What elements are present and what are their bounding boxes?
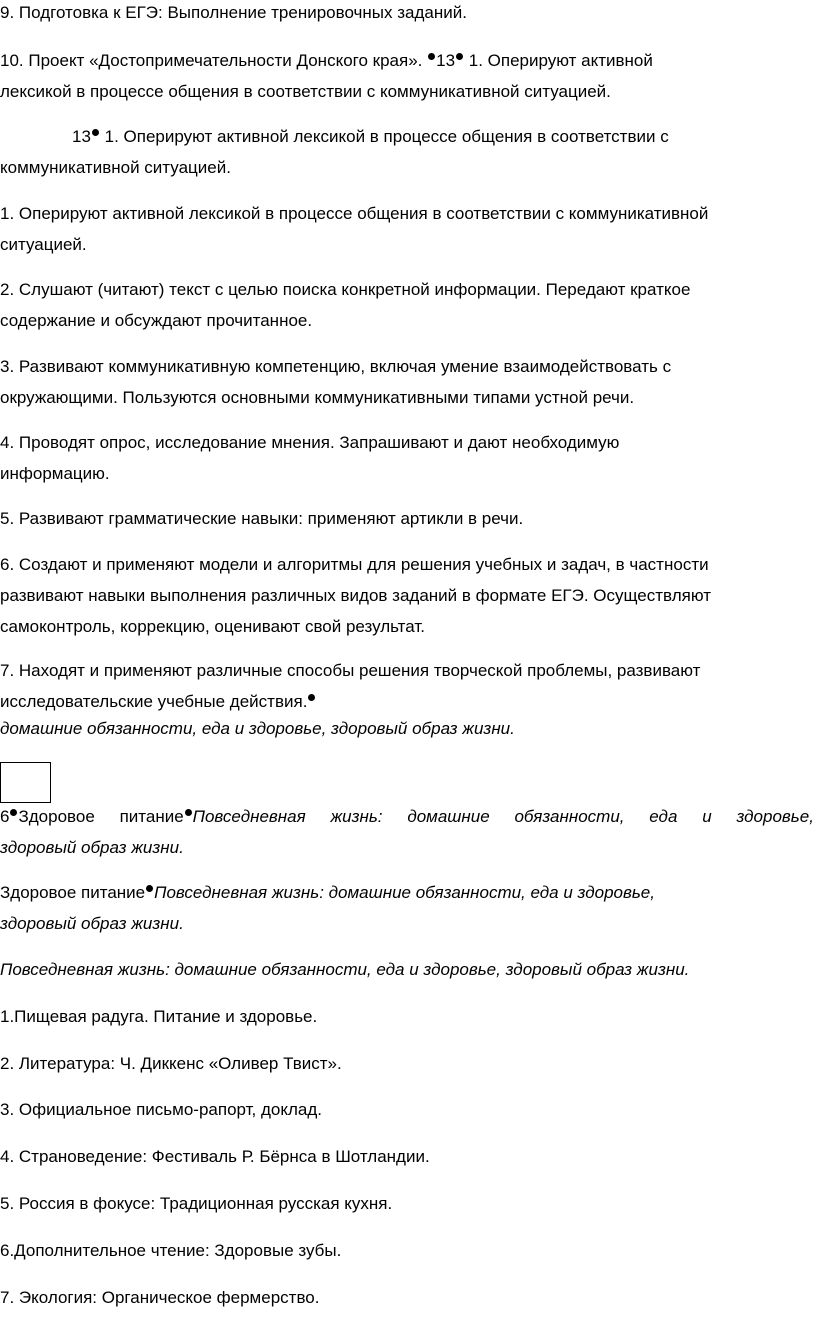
bullet-icon (428, 53, 435, 60)
list-item: 4. Страноведение: Фестиваль Р. Бёрнса в Шотландии. (0, 1147, 430, 1166)
justified-line: 6 Здоровое питание Повседневная жизнь: домашние обязанности, еда и здоровье, (0, 807, 814, 826)
paragraph-healthy-food: Здоровое питание Повседневная жизнь: домашние обязанности, еда и здоровье, здоровый образ жизни. (0, 883, 655, 933)
list-item: 7. Экология: Органическое фермерство. (0, 1288, 320, 1307)
paragraph-creative: 7. Находят и применяют различные способы решения творческой проблемы, развивают исследовательские учебные действия. (0, 661, 701, 711)
paragraph-communicative: 3. Развивают коммуникативную компетенцию, включая умение взаимодействовать с окружающими. Пользуются основными коммуникативными типами устной речи. (0, 357, 672, 407)
bullet-icon (92, 129, 99, 136)
paragraph-daily-life: Повседневная жизнь: домашние обязанности, еда и здоровье, здоровый образ жизни. (0, 960, 690, 979)
paragraph-active-vocab: 1. Оперируют активной лексикой в процессе общения в соответствии с коммуникативной ситуацией. (0, 204, 709, 254)
paragraph-active-vocab-indented: 13 1. Оперируют активной лексикой в процессе общения в соответствии с коммуникативной ситуацией. (0, 127, 669, 177)
list-item: 1.Пищевая радуга. Питание и здоровье. (0, 1007, 318, 1026)
bullet-icon (456, 53, 463, 60)
paragraph-topic-italic: домашние обязанности, еда и здоровье, здоровый образ жизни. (0, 719, 515, 738)
paragraph-project: 10. Проект «Достопримечательности Донского края». 13 1. Оперируют активной лексикой в процессе общения в соответствии с коммуникативной ситуацией. (0, 51, 653, 101)
paragraph-healthy-food-justified: 6 Здоровое питание Повседневная жизнь: домашние обязанности, еда и здоровье, здоровый образ жизни. (0, 801, 814, 863)
empty-table-cell (0, 762, 51, 803)
list-item: 6.Дополнительное чтение: Здоровые зубы. (0, 1241, 342, 1260)
bullet-icon (308, 694, 315, 701)
paragraph-survey: 4. Проводят опрос, исследование мнения. Запрашивают и дают необходимую информацию. (0, 433, 620, 483)
line-ege-prep: 9. Подготовка к ЕГЭ: Выполнение тренировочных заданий. (0, 3, 467, 22)
paragraph-grammar: 5. Развивают грамматические навыки: применяют артикли в речи. (0, 509, 524, 528)
bullet-icon (185, 809, 192, 816)
bullet-icon (10, 809, 17, 816)
paragraph-models: 6. Создают и применяют модели и алгоритмы для решения учебных и задач, в частности развивают навыки выполнения различных видов заданий в формате ЕГЭ. Осуществляют самоконтроль, коррекцию, оценивают свой результат. (0, 555, 711, 636)
list-item: 5. Россия в фокусе: Традиционная русская кухня. (0, 1194, 393, 1213)
list-item: 3. Официальное письмо-рапорт, доклад. (0, 1100, 322, 1119)
bullet-icon (146, 885, 153, 892)
list-item: 2. Литература: Ч. Диккенс «Оливер Твист». (0, 1054, 342, 1073)
paragraph-listening: 2. Слушают (читают) текст с целью поиска конкретной информации. Передают краткое содержание и обсуждают прочитанное. (0, 280, 691, 330)
